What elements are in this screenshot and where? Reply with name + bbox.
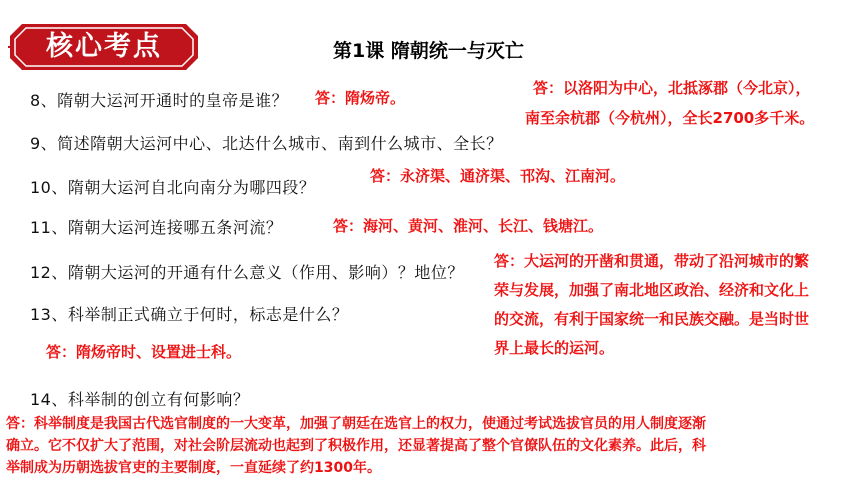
question-8: 8、隋朝大运河开通时的皇帝是谁？ — [30, 91, 289, 110]
badge-label: 核心考点 — [46, 31, 162, 62]
answer-12-line-2: 荣与发展，加强了南北地区政治、经济和文化上 — [494, 281, 810, 299]
answer-10: 答：永济渠、通济渠、邗沟、江南河。 — [370, 167, 626, 185]
question-9: 9、简述隋朝大运河中心、北达什么城市、南到什么城市、全长？ — [30, 134, 503, 153]
question-12: 12、隋朝大运河的开通有什么意义（作用、影响）？地位？ — [30, 263, 464, 282]
answer-13: 答：隋炀帝时、设置进士科。 — [46, 343, 242, 361]
answer-9-line-1: 答：以洛阳为中心，北抵涿郡（今北京）， — [533, 79, 811, 97]
answer-12-line-1: 答：大运河的开凿和贯通，带动了沿河城市的繁 — [494, 252, 810, 270]
answer-12-line-4: 界上最长的运河。 — [494, 339, 615, 357]
answer-12 — [494, 250, 809, 366]
answer-14 — [6, 413, 856, 479]
answer-14-line-1: 答：科举制度是我国古代选官制度的一大变革，加强了朝廷在选官上的权力，使通过考试选拔官员的用人制度逐渐 — [6, 416, 706, 432]
topic-badge — [8, 22, 200, 72]
lesson-title: 第1课 隋朝统一与灭亡 — [333, 40, 524, 62]
answer-14-line-2: 确立。它不仅扩大了范围，对社会阶层流动也起到了积极作用，还显著提高了整个官僚队伍的文化素养。此后，科 — [6, 438, 706, 454]
question-10: 10、隋朝大运河自北向南分为哪四段？ — [30, 178, 316, 197]
answer-12-line-3: 的交流，有利于国家统一和民族交融。是当时世 — [494, 310, 810, 328]
answer-8: 答：隋炀帝。 — [315, 89, 406, 107]
answer-9-line-2: 南至余杭郡（今杭州），全长2700多千米。 — [525, 109, 815, 127]
question-11: 11、隋朝大运河连接哪五条河流？ — [30, 218, 283, 237]
answer-14-line-3: 举制成为历朝选拔官吏的主要制度，一直延续了约1300年。 — [6, 460, 381, 476]
question-14: 14、科举制的创立有何影响？ — [30, 390, 250, 409]
question-13: 13、科举制正式确立于何时，标志是什么？ — [30, 305, 349, 324]
answer-11: 答：海河、黄河、淮河、长江、钱塘江。 — [333, 217, 604, 235]
